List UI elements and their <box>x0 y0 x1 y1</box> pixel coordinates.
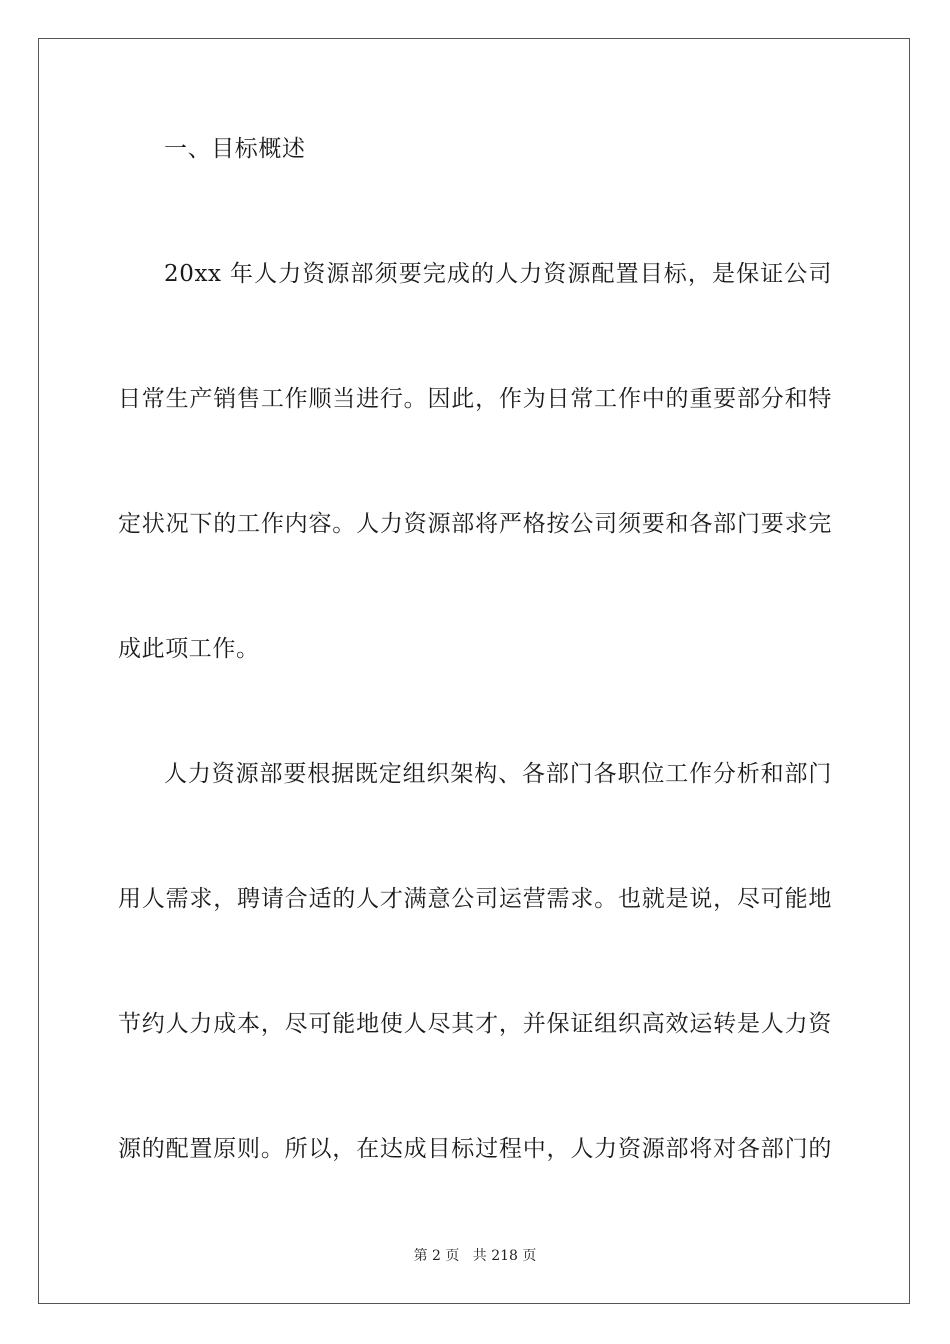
paragraph-1-line-4: 成此项工作。 <box>118 636 260 662</box>
paragraph-2-line-1: 人力资源部要根据既定组织架构、各部门各职位工作分析和部门 <box>164 761 832 787</box>
section-heading: 一、目标概述 <box>164 136 306 162</box>
page-number: 第 2 页 <box>413 1248 460 1264</box>
total-pages: 共 218 页 <box>472 1248 537 1264</box>
page-footer <box>0 1246 950 1266</box>
page-border <box>38 38 910 1304</box>
paragraph-2-line-3: 节约人力成本，尽可能地使人尽其才，并保证组织高效运转是人力资 <box>118 1011 832 1037</box>
paragraph-1-line-3: 定状况下的工作内容。人力资源部将严格按公司须要和各部门要求完 <box>118 511 832 537</box>
paragraph-2-line-2: 用人需求，聘请合适的人才满意公司运营需求。也就是说，尽可能地 <box>118 886 832 912</box>
paragraph-1-line-2: 日常生产销售工作顺当进行。因此，作为日常工作中的重要部分和特 <box>118 386 832 412</box>
paragraph-2-line-4: 源的配置原则。所以，在达成目标过程中，人力资源部将对各部门的 <box>118 1136 832 1162</box>
paragraph-1-line-1: 20xx 年人力资源部须要完成的人力资源配置目标，是保证公司 <box>164 261 832 287</box>
